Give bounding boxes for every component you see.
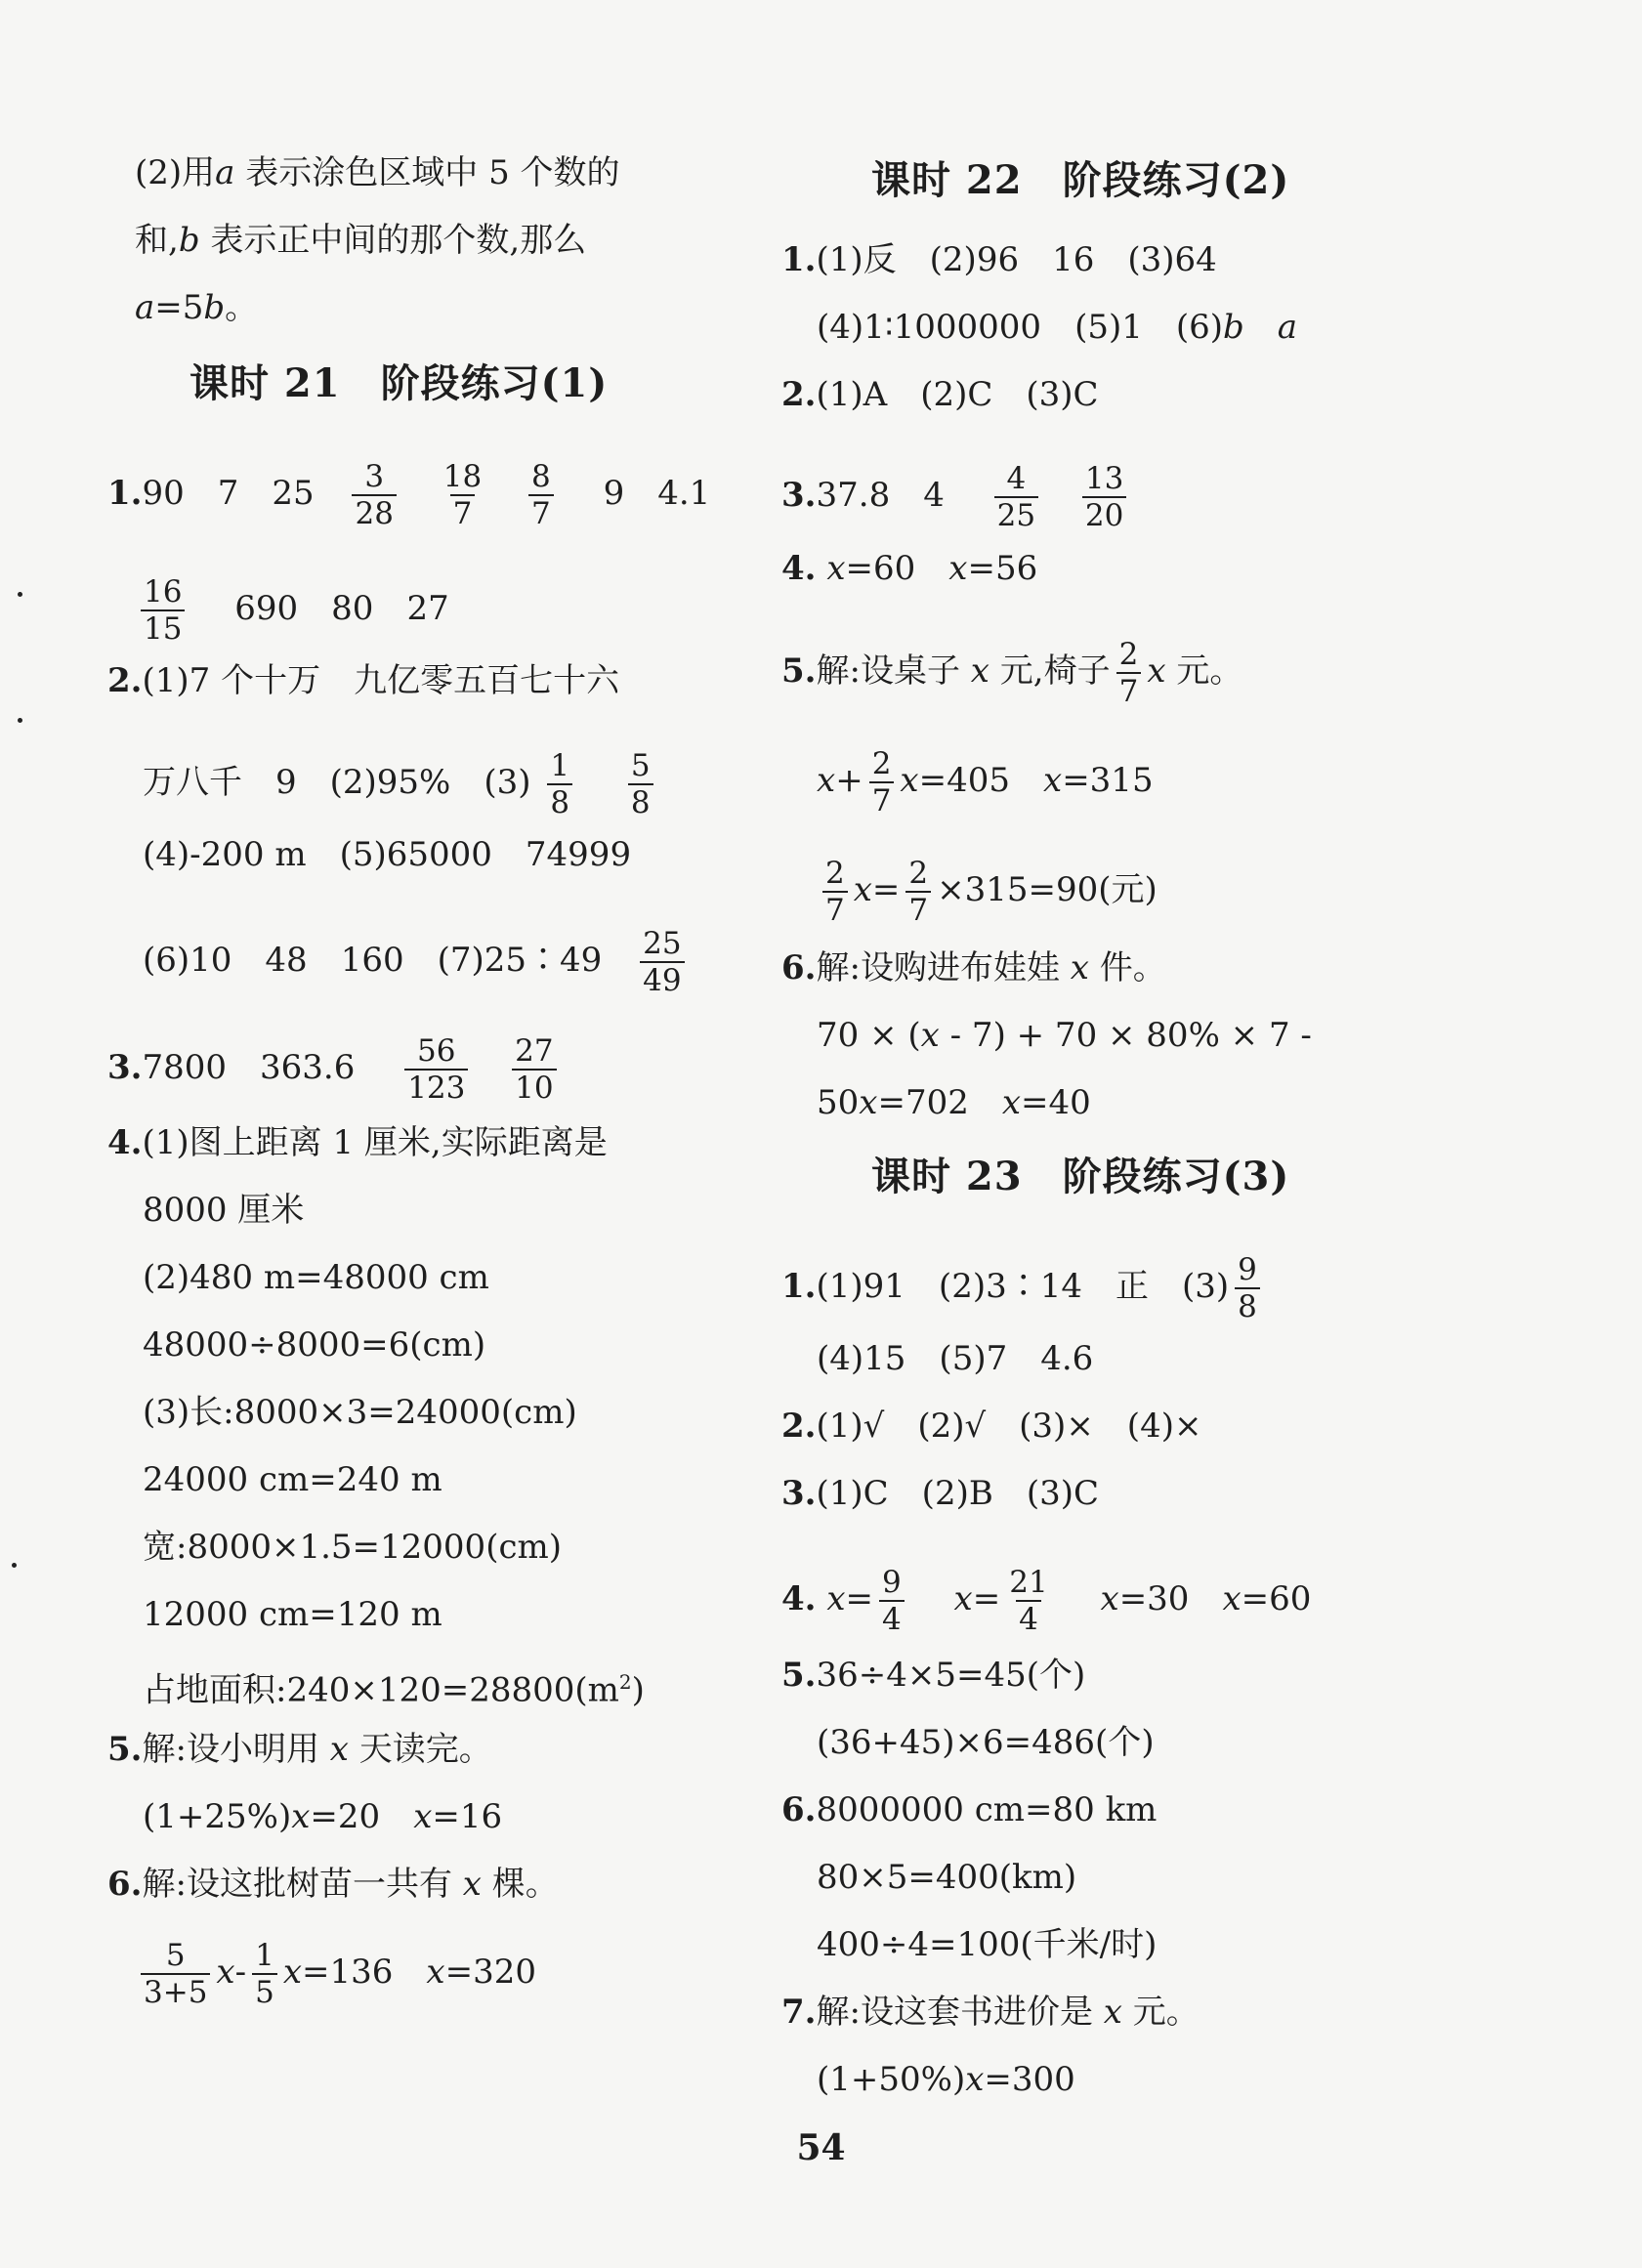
fraction: $\frac{8}{7}$ (528, 459, 554, 531)
l21-q4-line-3: (2)480 m=48000 cm (143, 1258, 489, 1297)
fraction: $\frac{2}{7}$ (822, 856, 848, 928)
l22-q3: 3.37.8 4 $\frac{4}{25}$ $\frac{13}{20}$ (781, 461, 1132, 533)
fraction: $\frac{5}{8}$ (628, 748, 653, 820)
l23-q5-line-2: (36+45)×6=486(个) (817, 1723, 1155, 1762)
fraction: $\frac{16}{15}$ (141, 574, 185, 647)
l22-q5-line-2: x+ $\frac{2}{7}$ x=405 x=315 (817, 746, 1154, 819)
fraction: $\frac{18}{7}$ (442, 459, 483, 531)
fraction: $\frac{56}{123}$ (404, 1033, 468, 1106)
l21-q4-area: 占地面积$:240\times 120=28800(m^2)$ (143, 1670, 645, 1710)
l23-q4: 4. x= $\frac{9}{4}$ x= $\frac{21}{4}$ x=30 x=60 (781, 1565, 1312, 1637)
l21-q2-line-3: (4)-200 m (5)65000 74999 (143, 835, 632, 874)
l22-q6-line-1: 6.解:设购进布娃娃 x 件。 (781, 948, 1166, 987)
l21-q2-line-1: 2.(1)7 个十万 九亿零五百七十六 (107, 661, 620, 700)
page-number: 54 (796, 2127, 846, 2168)
fraction: $\frac{9}{4}$ (879, 1565, 905, 1637)
fraction: $\frac{5}{3+5}$ (141, 1938, 210, 2010)
l22-q6-line-2: 70 × (x - 7) + 70 × 80% × 7 - (817, 1016, 1312, 1055)
l22-q1-line-2: (4)1∶1000000 (5)1 (6)b a (817, 308, 1298, 347)
l23-q1-line-2: (4)15 (5)7 4.6 (817, 1339, 1094, 1378)
l21-q2-line-2: 万八千 9 (2)95% (3) $\frac{1}{8}$ $\frac{5}{8}$ (143, 748, 659, 820)
l22-q6-line-3: 50x=702 x=40 (817, 1083, 1091, 1122)
intro-line-1: (2)用a 表示涂色区域中 5 个数的 (135, 153, 620, 192)
l23-q6-line-2: 80×5=400(km) (817, 1858, 1077, 1897)
fraction: $\frac{1}{8}$ (547, 748, 572, 820)
l23-q6-line-3: 400÷4=100(千米/时) (817, 1925, 1158, 1964)
l23-q6-line-1: 6.8000000 cm=80 km (781, 1790, 1158, 1829)
fraction: $\frac{1}{5}$ (252, 1938, 277, 2010)
l21-q4-line-4: 48000÷8000=6(cm) (143, 1325, 486, 1365)
l21-q6-line-2: $\frac{5}{3+5}$ x- $\frac{1}{5}$ x=136 x=320 (135, 1938, 536, 2010)
l21-q4-line-6: 24000 cm=240 m (143, 1460, 442, 1499)
l21-q4-line-5: (3)长:8000×3=24000(cm) (143, 1393, 577, 1432)
intro-line-2: 和,b 表示正中间的那个数,那么 (135, 221, 587, 260)
l23-q7-line-2: (1+50%)x=300 (817, 2060, 1075, 2099)
fraction: $\frac{13}{20}$ (1082, 461, 1126, 533)
fraction: $\frac{9}{8}$ (1235, 1252, 1260, 1324)
l21-q2-line-4: (6)10 48 160 (7)25∶49 $\frac{25}{49}$ (143, 926, 691, 998)
scan-speck (18, 592, 22, 597)
l21-q4-line-7: 宽:8000×1.5=12000(cm) (143, 1528, 563, 1567)
fraction: $\frac{3}{28}$ (352, 459, 396, 531)
l23-q3: 3.(1)C (2)B (3)C (781, 1474, 1099, 1513)
l21-q1-line-1: 1.90 7 25 $\frac{3}{28}$ $\frac{18}{7}$ $\frac{8}{7}$ 9 4.1 (107, 459, 711, 531)
l23-q5-line-1: 5.36÷4×5=45(个) (781, 1656, 1086, 1695)
fraction: $\frac{2}{7}$ (869, 746, 895, 819)
l23-q2: 2.(1)√ (2)√ (3)× (4)× (781, 1407, 1202, 1446)
scan-speck (18, 718, 22, 723)
l21-q5-line-1: 5.解:设小明用 x 天读完。 (107, 1730, 492, 1769)
l21-q4-line-8: 12000 cm=120 m (143, 1595, 442, 1634)
scan-speck (12, 1563, 17, 1568)
l23-q1-line-1: 1.(1)91 (2)3∶14 正 (3) $\frac{9}{8}$ (781, 1252, 1266, 1324)
intro-line-3: a=5b。 (135, 288, 259, 327)
l21-q5-line-2: (1+25%)x=20 x=16 (143, 1797, 503, 1836)
lesson-22-title: 课时 22 阶段练习(2) (871, 157, 1290, 203)
fraction: $\frac{25}{49}$ (640, 926, 684, 998)
l23-q7-line-1: 7.解:设这套书进价是 x 元。 (781, 1993, 1200, 2032)
lesson-23-title: 课时 23 阶段练习(3) (871, 1154, 1290, 1199)
fraction: $\frac{4}{25}$ (994, 461, 1038, 533)
l22-q5-line-3: $\frac{2}{7}$ x= $\frac{2}{7}$ ×315=90(元) (817, 856, 1158, 928)
fraction: $\frac{2}{7}$ (1116, 637, 1142, 709)
fraction: $\frac{27}{10}$ (512, 1033, 556, 1106)
lesson-21-title: 课时 21 阶段练习(1) (189, 360, 609, 406)
l22-q4: 4. x=60 x=56 (781, 549, 1038, 588)
l21-q3: 3.7800 363.6 $\frac{56}{123}$ $\frac{27}{10}$ (107, 1033, 563, 1106)
l21-q4-line-1: 4.(1)图上距离 1 厘米,实际距离是 (107, 1123, 608, 1162)
l21-q4-line-2: 8000 厘米 (143, 1191, 305, 1230)
l22-q1-line-1: 1.(1)反 (2)96 16 (3)64 (781, 240, 1217, 279)
l21-q1-line-2: $\frac{16}{15}$ 690 80 27 (135, 574, 449, 647)
fraction: $\frac{2}{7}$ (905, 856, 931, 928)
l22-q2: 2.(1)A (2)C (3)C (781, 375, 1099, 414)
l21-q6-line-1: 6.解:设这批树苗一共有 x 棵。 (107, 1865, 559, 1904)
fraction: $\frac{21}{4}$ (1009, 1565, 1048, 1637)
l22-q5-line-1: 5.解:设桌子 x 元,椅子 $\frac{2}{7}$ x 元。 (781, 637, 1243, 709)
